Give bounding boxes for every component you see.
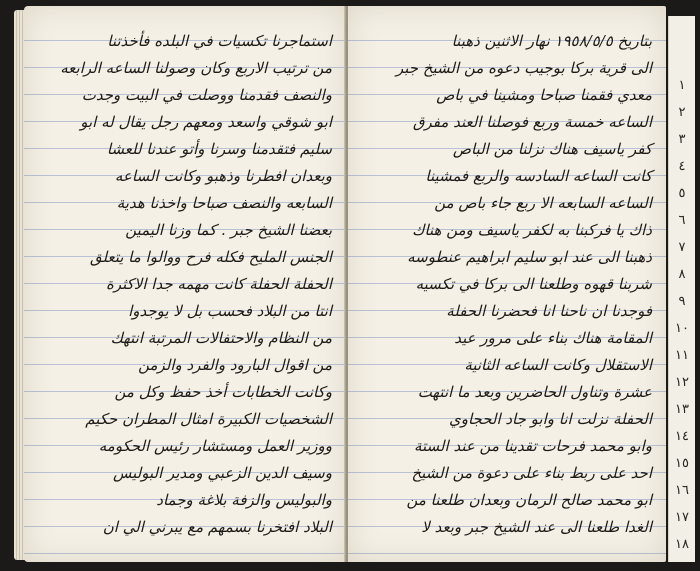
margin-number: ١٠ — [675, 321, 689, 336]
handwritten-line: الساعه السابعه الا ربع جاء باص من — [434, 194, 652, 212]
handwritten-line: الغدا طلعنا الى عند الشيخ جبر وبعد لا — [421, 518, 652, 536]
handwritten-line: سليم فتقدمنا وسرنا وأتو عندنا للعشا — [106, 140, 332, 158]
margin-number: ١٧ — [675, 510, 689, 525]
handwritten-line: والنصف فقدمنا ووصلت في البيت وجدت — [81, 86, 332, 104]
margin-line-numbers — [669, 72, 695, 558]
handwritten-line: شربنا قهوه وطلعنا الى بركا في تكسيه — [415, 275, 652, 293]
margin-number: ١٥ — [675, 456, 689, 471]
handwritten-line: الساعه خمسة وربع فوصلنا العند مفرق — [412, 113, 652, 131]
left-page — [24, 6, 346, 562]
margin-number: ٥ — [678, 186, 686, 201]
margin-number: ٣ — [678, 132, 686, 147]
handwritten-line: ذاك يا فركبنا به لكفر ياسيف ومن هناك — [412, 221, 652, 239]
right-page-text — [348, 28, 666, 541]
margin-number: ١٨ — [675, 537, 689, 552]
handwritten-line: احد على ربط بناء على دعوة من الشيخ — [411, 464, 652, 482]
handwritten-line: السابعه والنصف صباحا واخذنا هدية — [116, 194, 332, 212]
margin-number: ٦ — [678, 213, 686, 228]
handwritten-line: الى قرية بركا بوجيب دعوه من الشيخ جبر — [396, 59, 652, 77]
margin-number: ٨ — [678, 267, 686, 282]
margin-number: ١٤ — [675, 429, 689, 444]
margin-number: ٤ — [678, 159, 686, 174]
handwritten-line: وسيف الدين الزعبي ومدير البوليس — [113, 464, 332, 482]
handwritten-line: الجنس المليح فكله فرح ووالوا ما يتعلق — [89, 248, 332, 266]
handwritten-line: كانت الساعه السادسه والربع فمشينا — [425, 167, 652, 185]
margin-number: ١٢ — [675, 375, 689, 390]
handwritten-line: الاستقلال وكانت الساعه الثانية — [464, 356, 652, 374]
margin-strip — [668, 16, 695, 562]
right-page — [348, 6, 666, 562]
handwritten-line: المقامة هناك بناء على مرور عيد — [454, 329, 652, 347]
handwritten-line: بتاريخ ١٩٥٨/٥/٥ نهار الاثنين ذهبنا — [451, 32, 652, 50]
handwritten-line: كفر ياسيف هناك نزلنا من الباص — [452, 140, 652, 158]
handwritten-line: ابو محمد صالح الرمان وبعدان طلعنا من — [406, 491, 652, 509]
margin-number: ٩ — [678, 294, 686, 309]
handwritten-line: استماجرنا تكسيات في البلده فأخذتنا — [107, 32, 332, 50]
margin-number: ١٣ — [675, 402, 689, 417]
handwritten-line: وبعدان افطرنا وذهبو وكانت الساعه — [114, 167, 332, 185]
handwritten-line: فوجدنا ان ناحنا انا فحضرنا الحفلة — [446, 302, 652, 320]
margin-number: ٧ — [678, 240, 686, 255]
handwritten-line: الحفلة نزلت انا وابو جاد الحجاوي — [448, 410, 652, 428]
margin-number: ٢ — [678, 105, 686, 120]
handwritten-line: معدي فقمنا صباحا ومشينا في باص — [436, 86, 652, 104]
handwritten-line: الحفلة الحفلة كانت مهمه جدا الاكثرة — [106, 275, 332, 293]
handwritten-line: وكانت الخطابات أخذ حفظ وكل من — [114, 383, 332, 401]
handwritten-line: من اقوال البارود والفرد والزمن — [138, 356, 332, 374]
handwritten-line: الشخصيات الكبيرة امثال المطران حكيم — [85, 410, 332, 428]
left-page-text — [24, 28, 346, 541]
margin-number: ١ — [678, 78, 686, 93]
handwritten-line: من ترتيب الاربع وكان وصولنا الساعه الرابعه — [60, 59, 332, 77]
handwritten-line: انتا من البلاد فحسب بل لا يوجدوا — [128, 302, 332, 320]
handwritten-line: وابو محمد فرحات تقدينا من عند الستة — [413, 437, 652, 455]
handwritten-line: ووزير العمل ومستشار رئيس الحكومه — [98, 437, 332, 455]
handwritten-line: عشرة وتناول الحاضرين وبعد ما انتهت — [417, 383, 652, 401]
handwritten-line: البلاد افتخرنا بسمهم مع يبرني الي ان — [102, 518, 332, 536]
open-notebook — [6, 6, 690, 564]
handwritten-line: بعضنا الشيخ جبر . كما وزنا اليمين — [125, 221, 332, 239]
handwritten-line: ابو شوقي واسعد ومعهم رجل يقال له ابو — [80, 113, 332, 131]
handwritten-line: والبوليس والزفة بلاغة وجماد — [156, 491, 332, 509]
margin-number: ١٦ — [675, 483, 689, 498]
handwritten-line: من النظام والاحتفالات المرتبة انتهك — [110, 329, 332, 347]
handwritten-line: ذهبنا الى عند ابو سليم ابراهيم عنطوسه — [407, 248, 652, 266]
margin-number: ١١ — [675, 348, 689, 363]
